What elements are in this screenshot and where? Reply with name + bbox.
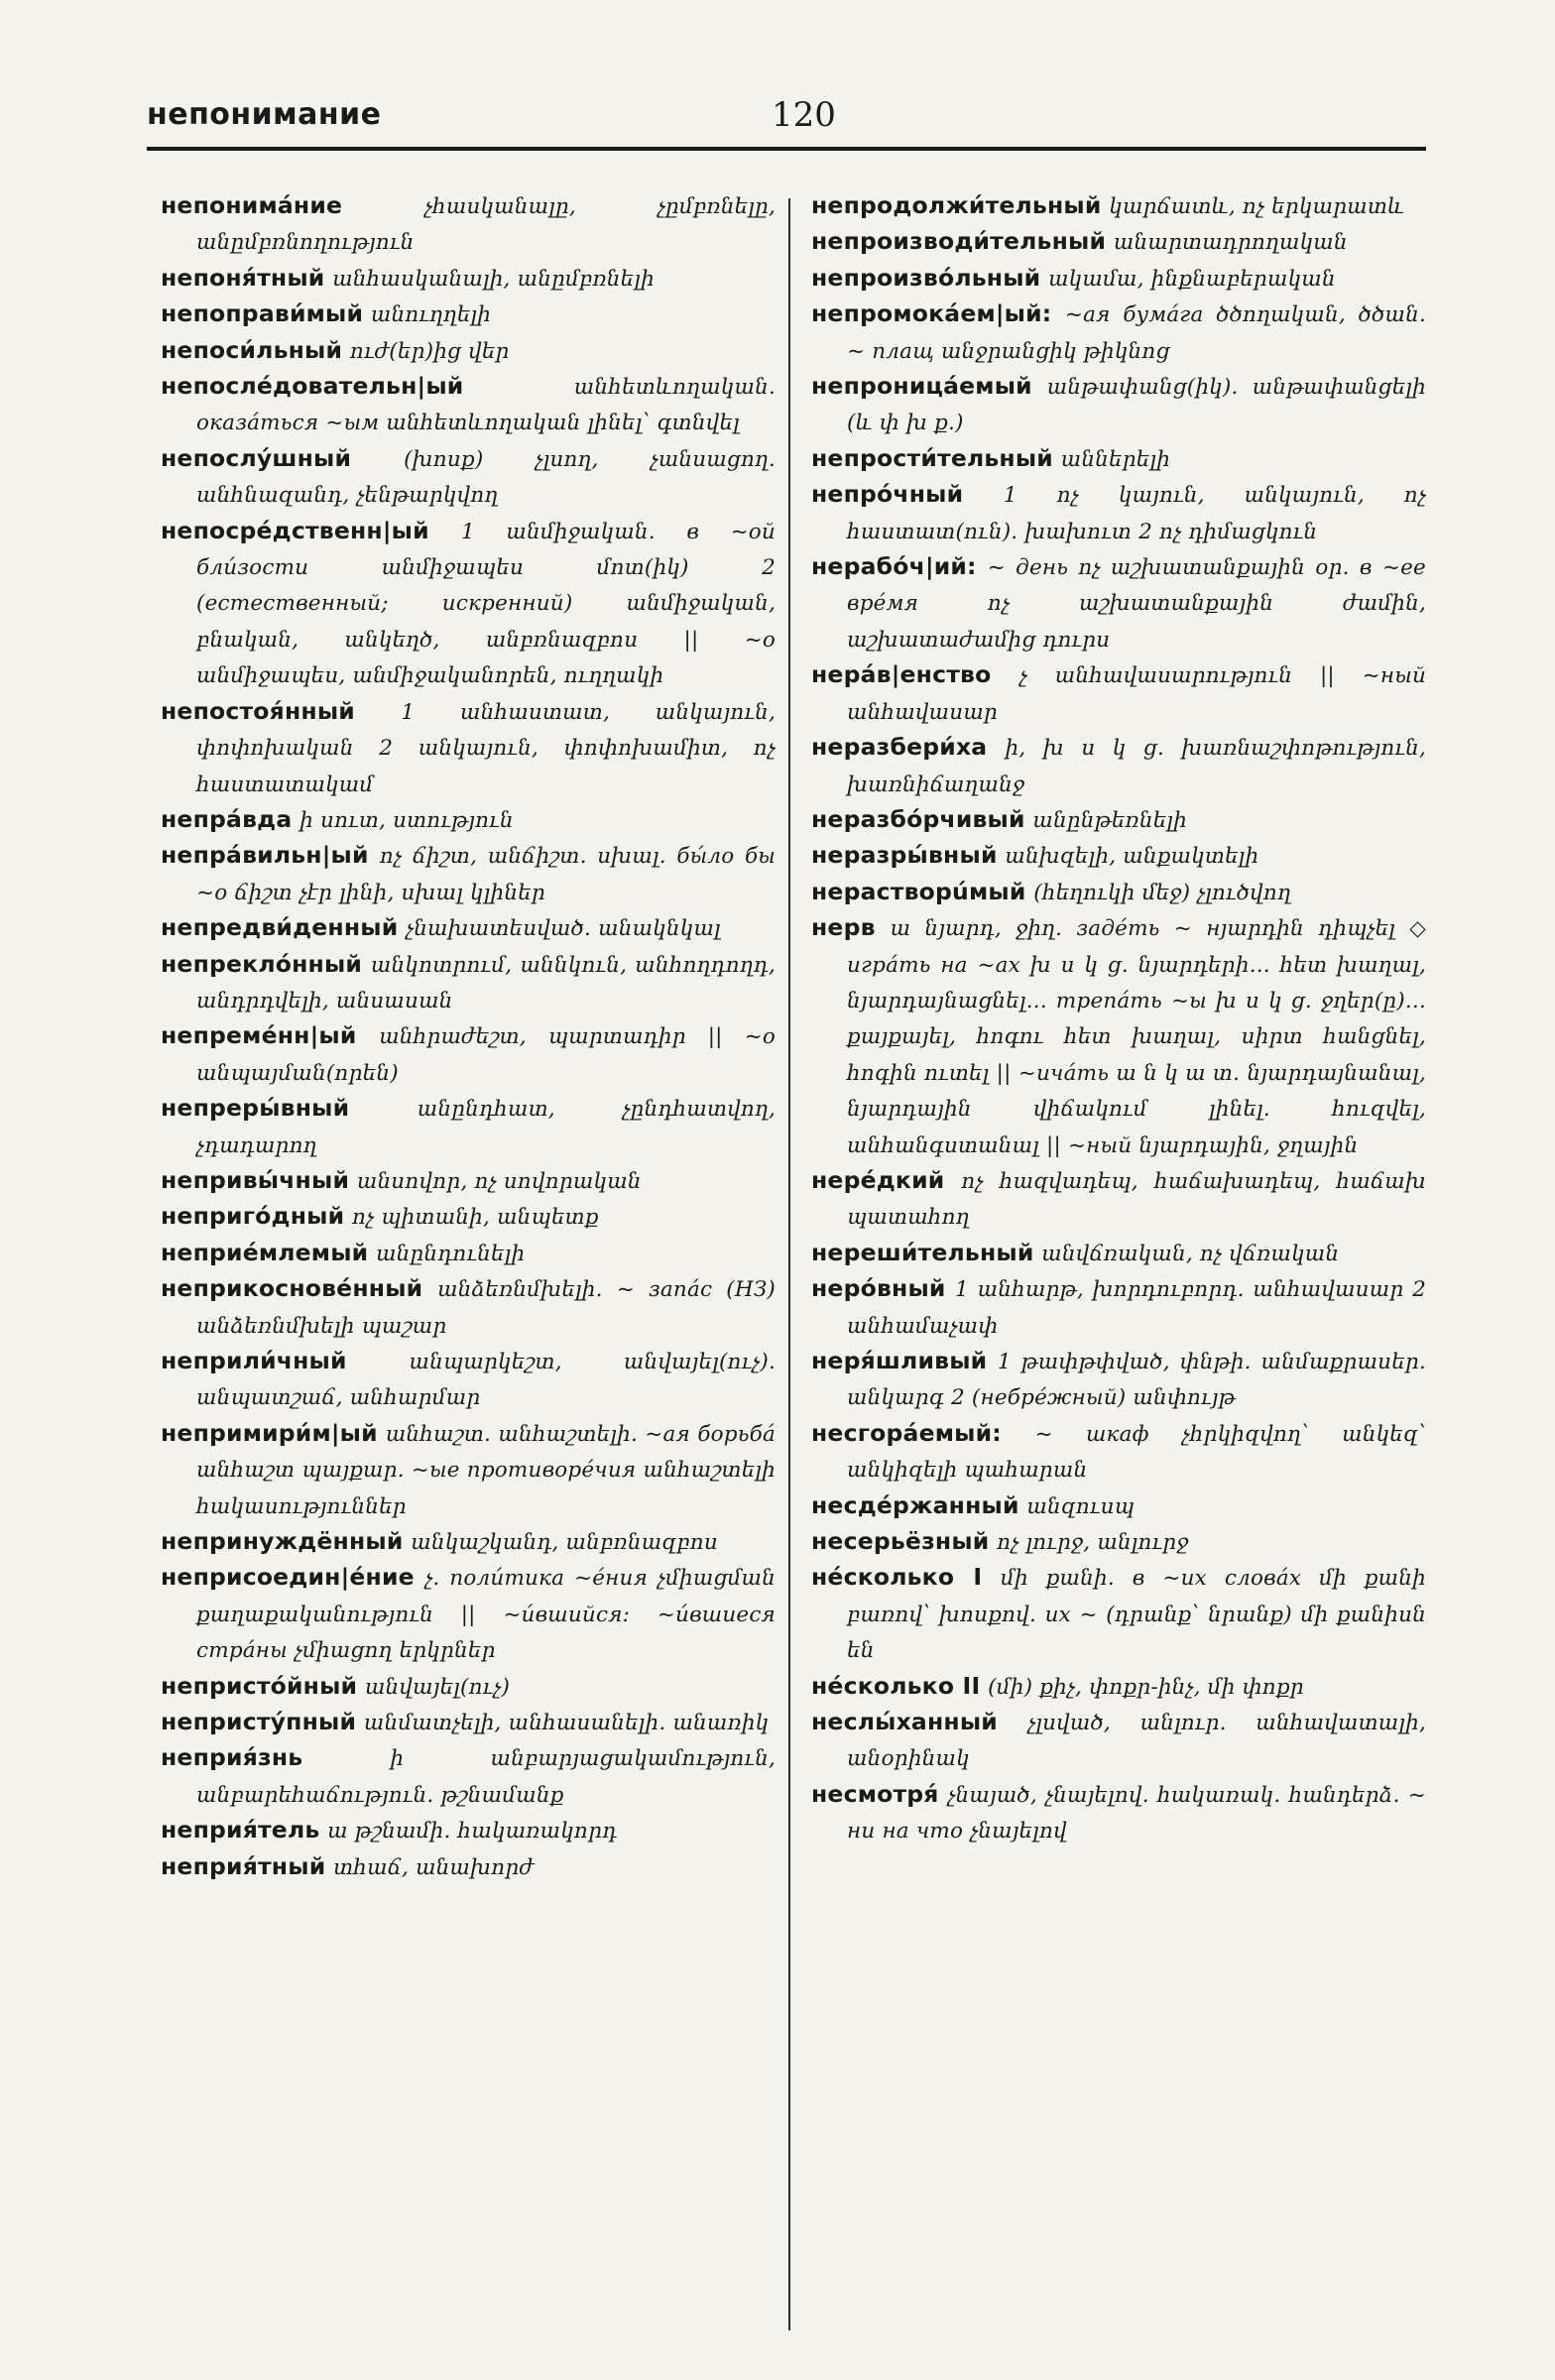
headword: непреры́вный xyxy=(161,1094,350,1123)
dictionary-entry xyxy=(811,477,1426,549)
right-column xyxy=(811,188,1426,1849)
translation: անձեռնմխելի. ~ запа́с (НЗ) անձեռնմխելի պաշար xyxy=(196,1277,776,1339)
dictionary-entry xyxy=(161,1813,776,1848)
headword: нерв xyxy=(811,913,876,942)
headword: непоси́льный xyxy=(161,335,343,364)
dictionary-entry xyxy=(161,947,776,1019)
translation: անկաշկանդ, անբռնազբոս xyxy=(411,1530,718,1556)
headword: неслы́ханный xyxy=(811,1708,998,1736)
translation: չհասկանալը, չըմբռնելը, անըմբռնողություն xyxy=(196,194,776,256)
headword: нерабо́ч|ий: xyxy=(811,552,977,581)
translation: անընթեռնելի xyxy=(1032,807,1188,833)
dictionary-entry xyxy=(811,838,1426,874)
translation: ուժ(եր)ից վեր xyxy=(349,338,510,364)
headword: непреме́нн|ый xyxy=(161,1021,357,1050)
translation: չ. поли́тика ~е́ния չմիացման քաղաքականություն || ~и́вшийся: ~и́вшиеся стра́ны չմիացող երկրներ xyxy=(196,1566,776,1664)
dictionary-entry xyxy=(811,1163,1426,1236)
dictionary-entry xyxy=(161,261,776,297)
translation: չնայած, չնայելով. հակառակ. հանդերձ. ~ ни на что չնայելով xyxy=(847,1782,1426,1844)
translation: անկոտրում, աննկուն, անհողդողդ, անդրդվելի, անսասան xyxy=(196,952,776,1013)
translation: ~ая бума́га ծծողական, ծծան. ~ плащ անջրանցիկ թիկնոց xyxy=(847,302,1426,364)
translation: (հեղուկի մեջ) չլուծվող xyxy=(1033,880,1291,905)
translation: 1 անմիջական. в ~ой бли́зости անմիջապես մոտ(իկ) 2 (естественный; искренний) անմիջական, բնական, անկեղծ, անբռնազբոս || ~о անմիջապես, անմիջականորեն, ուղղակի xyxy=(196,519,776,689)
translation: անխզելի, անքակտելի xyxy=(1005,844,1259,870)
headword: нера́в|енство xyxy=(811,660,992,689)
headword: неприе́млемый xyxy=(161,1238,369,1266)
column-divider xyxy=(788,198,790,2330)
translation: մի քանի. в ~их слова́х մի քանի բառով՝ խոսքով. их ~ (դրանք՝ նրանք) մի քանիսն են xyxy=(847,1566,1426,1664)
headword: несде́ржанный xyxy=(811,1490,1019,1519)
headword: непроизводи́тельный xyxy=(811,227,1107,256)
dictionary-entry xyxy=(161,694,776,802)
dictionary-entry xyxy=(161,1163,776,1199)
headword: непристу́пный xyxy=(161,1708,357,1736)
dictionary-entry xyxy=(811,1416,1426,1488)
translation: տհաճ, անախորժ xyxy=(333,1854,535,1880)
dictionary-entry xyxy=(811,1705,1426,1777)
dictionary-entry xyxy=(161,1271,776,1344)
translation: 1 ոչ կայուն, անկայուն, ոչ հաստատ(ուն). խախուտ 2 ոչ դիմացկուն xyxy=(847,483,1426,544)
dictionary-entry xyxy=(811,1669,1426,1705)
translation: (մի) քիչ, փոքր-ինչ, մի փոքր xyxy=(988,1674,1304,1700)
translation: կարճատև, ոչ երկարատև xyxy=(1109,194,1405,219)
dictionary-entry xyxy=(811,875,1426,910)
dictionary-entry xyxy=(161,1416,776,1524)
translation: ա թշնամի. հակառակորդ xyxy=(327,1819,618,1844)
headword: неразбо́рчивый xyxy=(811,804,1025,833)
translation: 1 անհաստատ, անկայուն, փոփոխական 2 անկայուն, փոփոխամիտ, ոչ հաստատակամ xyxy=(196,699,776,797)
headword: неприя́тный xyxy=(161,1851,326,1880)
dictionary-entry xyxy=(161,1705,776,1740)
translation: անհաշտ. անհաշտելի. ~ая борьба́ անհաշտ պայքար. ~ые противоре́чия անհաշտելի հակասություններ xyxy=(196,1421,776,1519)
headword: непра́вильн|ый xyxy=(161,841,369,870)
dictionary-entry xyxy=(161,1849,776,1885)
translation: անթափանց(իկ). անթափանցելի (և փ խ ք.) xyxy=(847,375,1426,436)
headword: непрости́тельный xyxy=(811,443,1053,472)
dictionary-entry xyxy=(161,1018,776,1091)
translation: ոչ հազվադեպ, հաճախադեպ, հաճախ պատահող xyxy=(847,1168,1426,1231)
headword: непристóйный xyxy=(161,1671,358,1700)
dictionary-entry xyxy=(811,1524,1426,1560)
dictionary-entry xyxy=(811,297,1426,369)
headword: неpéдкий xyxy=(811,1165,945,1194)
dictionary-entry xyxy=(161,1524,776,1560)
dictionary-entry xyxy=(161,297,776,332)
dictionary-entry xyxy=(161,1740,776,1813)
translation: անընդունելի xyxy=(376,1241,526,1266)
headword: непра́вда xyxy=(161,804,293,833)
translation: անհասկանալի, անըմբռնելի xyxy=(332,266,655,292)
headword: неразры́вный xyxy=(811,841,998,870)
headword: непоня́тный xyxy=(161,263,325,292)
translation: չլսված, անլուր. անհավատալի, անօրինակ xyxy=(847,1711,1426,1772)
headword: непроизво́льный xyxy=(811,263,1041,292)
headword: неприя́тель xyxy=(161,1816,320,1844)
headword: неразбери́ха xyxy=(811,733,988,762)
dictionary-entry xyxy=(811,261,1426,297)
headword: непреклóнный xyxy=(161,949,363,978)
headword: непосре́дственн|ый xyxy=(161,516,429,544)
headword: непроница́емый xyxy=(811,372,1032,401)
dictionary-entry xyxy=(161,1236,776,1271)
dictionary-entry xyxy=(161,333,776,369)
page-number: 120 xyxy=(772,95,836,135)
headword: непредви́денный xyxy=(161,913,399,942)
translation: անուղղելի xyxy=(370,302,492,328)
headword: неприго́дный xyxy=(161,1202,345,1231)
translation: անպարկեշտ, անվայել(ուչ). անպատշաճ, անհարմար xyxy=(196,1350,776,1411)
headword: неприя́знь xyxy=(161,1743,303,1772)
dictionary-entry xyxy=(811,1344,1426,1416)
dictionary-entry xyxy=(811,657,1426,730)
headword: непромока́ем|ый: xyxy=(811,299,1052,328)
translation: անմատչելի, անհասանելի. անառիկ xyxy=(363,1711,770,1736)
dictionary-entry xyxy=(161,1199,776,1235)
headword: нереши́тельный xyxy=(811,1238,1034,1266)
translation: անսովոր, ոչ սովորական xyxy=(356,1168,642,1194)
headword: непродолжи́тельный xyxy=(811,191,1102,219)
dictionary-entry xyxy=(161,188,776,261)
dictionary-entry xyxy=(811,549,1426,657)
dictionary-entry xyxy=(161,1344,776,1416)
dictionary-entry xyxy=(811,188,1426,224)
dictionary-entry xyxy=(811,369,1426,441)
translation: անընդհատ, չընդհատվող, չդադարող xyxy=(196,1097,776,1158)
headword: неря́шливый xyxy=(811,1347,988,1374)
translation: ~ шкаф չհրկիզվող՝ անկեզ՝ անկիզելի պահարան xyxy=(847,1421,1426,1484)
dictionary-entry xyxy=(161,1091,776,1163)
translation: չ անհավասարություն || ~ный անհավասար xyxy=(847,663,1426,725)
headword: непонима́ние xyxy=(161,191,343,219)
translation: ա նյարդ, ջիղ. заде́ть ~ нյարդին դիպչել ◇ игра́ть на ~ах խ ս կ ց. նյարդերի... հետ խաղալ, նյարդայնացնել... трепа́ть ~ы խ ս կ ց. ջղեր(ը)... քայքայել, հոգու հետ խաղալ, սիրտ հանցնել, հոգին ուտել || ~ича́ть ա ն կ ա տ. նյարդայնանալ, նյարդային վիճակում լինել. հուզվել, անհանգստանալ || ~ный նյարդային, ջղային xyxy=(847,916,1426,1158)
headword: нерастворúмый xyxy=(811,877,1026,905)
headword: неприкосновéнный xyxy=(161,1274,423,1303)
translation: անզուսպ xyxy=(1026,1493,1136,1519)
translation: ոչ լուրջ, անլուրջ xyxy=(997,1530,1189,1556)
dictionary-entry xyxy=(811,1488,1426,1524)
headword: неприли́чный xyxy=(161,1347,347,1374)
translation: աններելի xyxy=(1060,446,1171,472)
header-rule xyxy=(147,147,1426,151)
dictionary-entry xyxy=(161,910,776,946)
translation: ակամա, ինքնաբերական xyxy=(1048,266,1336,292)
translation: 1 անհարթ, խորդուբորդ. անհավասար 2 անհամաչափ xyxy=(847,1277,1426,1339)
headword: непримири́м|ый xyxy=(161,1418,378,1447)
translation: ոչ ճիշտ, անճիշտ. սխալ. бы́ло бы ~о ճիշտ չէր լինի, սխալ կլիներ xyxy=(196,844,777,905)
dictionary-entry xyxy=(811,441,1426,477)
translation: (խոսք) չլսող, չանսացող. անհնազանդ, չենթարկվող xyxy=(196,446,776,509)
dictionary-entry xyxy=(161,838,776,910)
running-head: непонимание xyxy=(147,97,382,132)
dictionary-entry xyxy=(161,1560,776,1668)
dictionary-entry xyxy=(811,1560,1426,1668)
translation: անհետևողական. оказа́ться ~ым անհետևողական լինել՝ գտնվել xyxy=(196,375,776,436)
dictionary-entry xyxy=(811,1236,1426,1271)
headword: непостоя́нный xyxy=(161,696,355,725)
headword: несгора́емый: xyxy=(811,1418,1002,1447)
translation: ոչ պիտանի, անպետք xyxy=(352,1205,599,1231)
headword: неприсоедин|е́ние xyxy=(161,1563,415,1592)
translation: ի սուտ, ստություն xyxy=(299,807,514,833)
translation: ի, խ ս կ ց. խառնաշփոթություն, խառնիճաղանջ xyxy=(847,736,1426,797)
headword: не́сколькo I xyxy=(811,1563,983,1592)
headword: непослу́шный xyxy=(161,443,352,472)
translation: ~ день ոչ աշխատանքային օր. в ~ее вре́мя ոչ աշխատանքային ժամին, աշխատաժամից դուրս xyxy=(847,555,1426,653)
translation: ի անբարյացակամություն, անբարեհաճություն. թշնամանք xyxy=(196,1746,776,1808)
dictionary-entry xyxy=(161,514,776,694)
translation: 1 թափթփված, փնթի. անմաքրասեր. անկարգ 2 (небрéжный) անփույթ xyxy=(847,1350,1427,1411)
translation: անվայել(ուչ) xyxy=(364,1674,511,1700)
headword: несерьёзный xyxy=(811,1527,990,1556)
left-column xyxy=(161,188,776,1885)
headword: непринуждённый xyxy=(161,1527,404,1556)
dictionary-entry xyxy=(161,369,776,441)
headword: неро́вный xyxy=(811,1274,946,1303)
dictionary-entry xyxy=(811,730,1426,802)
dictionary-entry xyxy=(811,802,1426,838)
dictionary-entry xyxy=(161,1669,776,1705)
headword: непривы́чный xyxy=(161,1165,350,1194)
dictionary-entry xyxy=(811,224,1426,260)
headword: несмотря́ xyxy=(811,1779,939,1808)
page-header xyxy=(147,91,1426,149)
dictionary-entry xyxy=(161,802,776,838)
dictionary-entry xyxy=(811,1271,1426,1344)
translation: անվճռական, ոչ վճռական xyxy=(1041,1241,1340,1266)
headword: непро́чный xyxy=(811,480,964,509)
translation: չնախատեսված. անակնկալ xyxy=(406,916,721,942)
headword: не́сколько II xyxy=(811,1671,981,1700)
headword: непосле́довательн|ый xyxy=(161,372,464,401)
translation: անհրաժեշտ, պարտադիր || ~о անպայման(որեն) xyxy=(196,1024,776,1086)
translation: անարտադրողական xyxy=(1113,230,1348,256)
dictionary-entry xyxy=(811,910,1426,1163)
headword: непоправи́мый xyxy=(161,299,364,328)
dictionary-entry xyxy=(161,441,776,514)
dictionary-entry xyxy=(811,1777,1426,1849)
